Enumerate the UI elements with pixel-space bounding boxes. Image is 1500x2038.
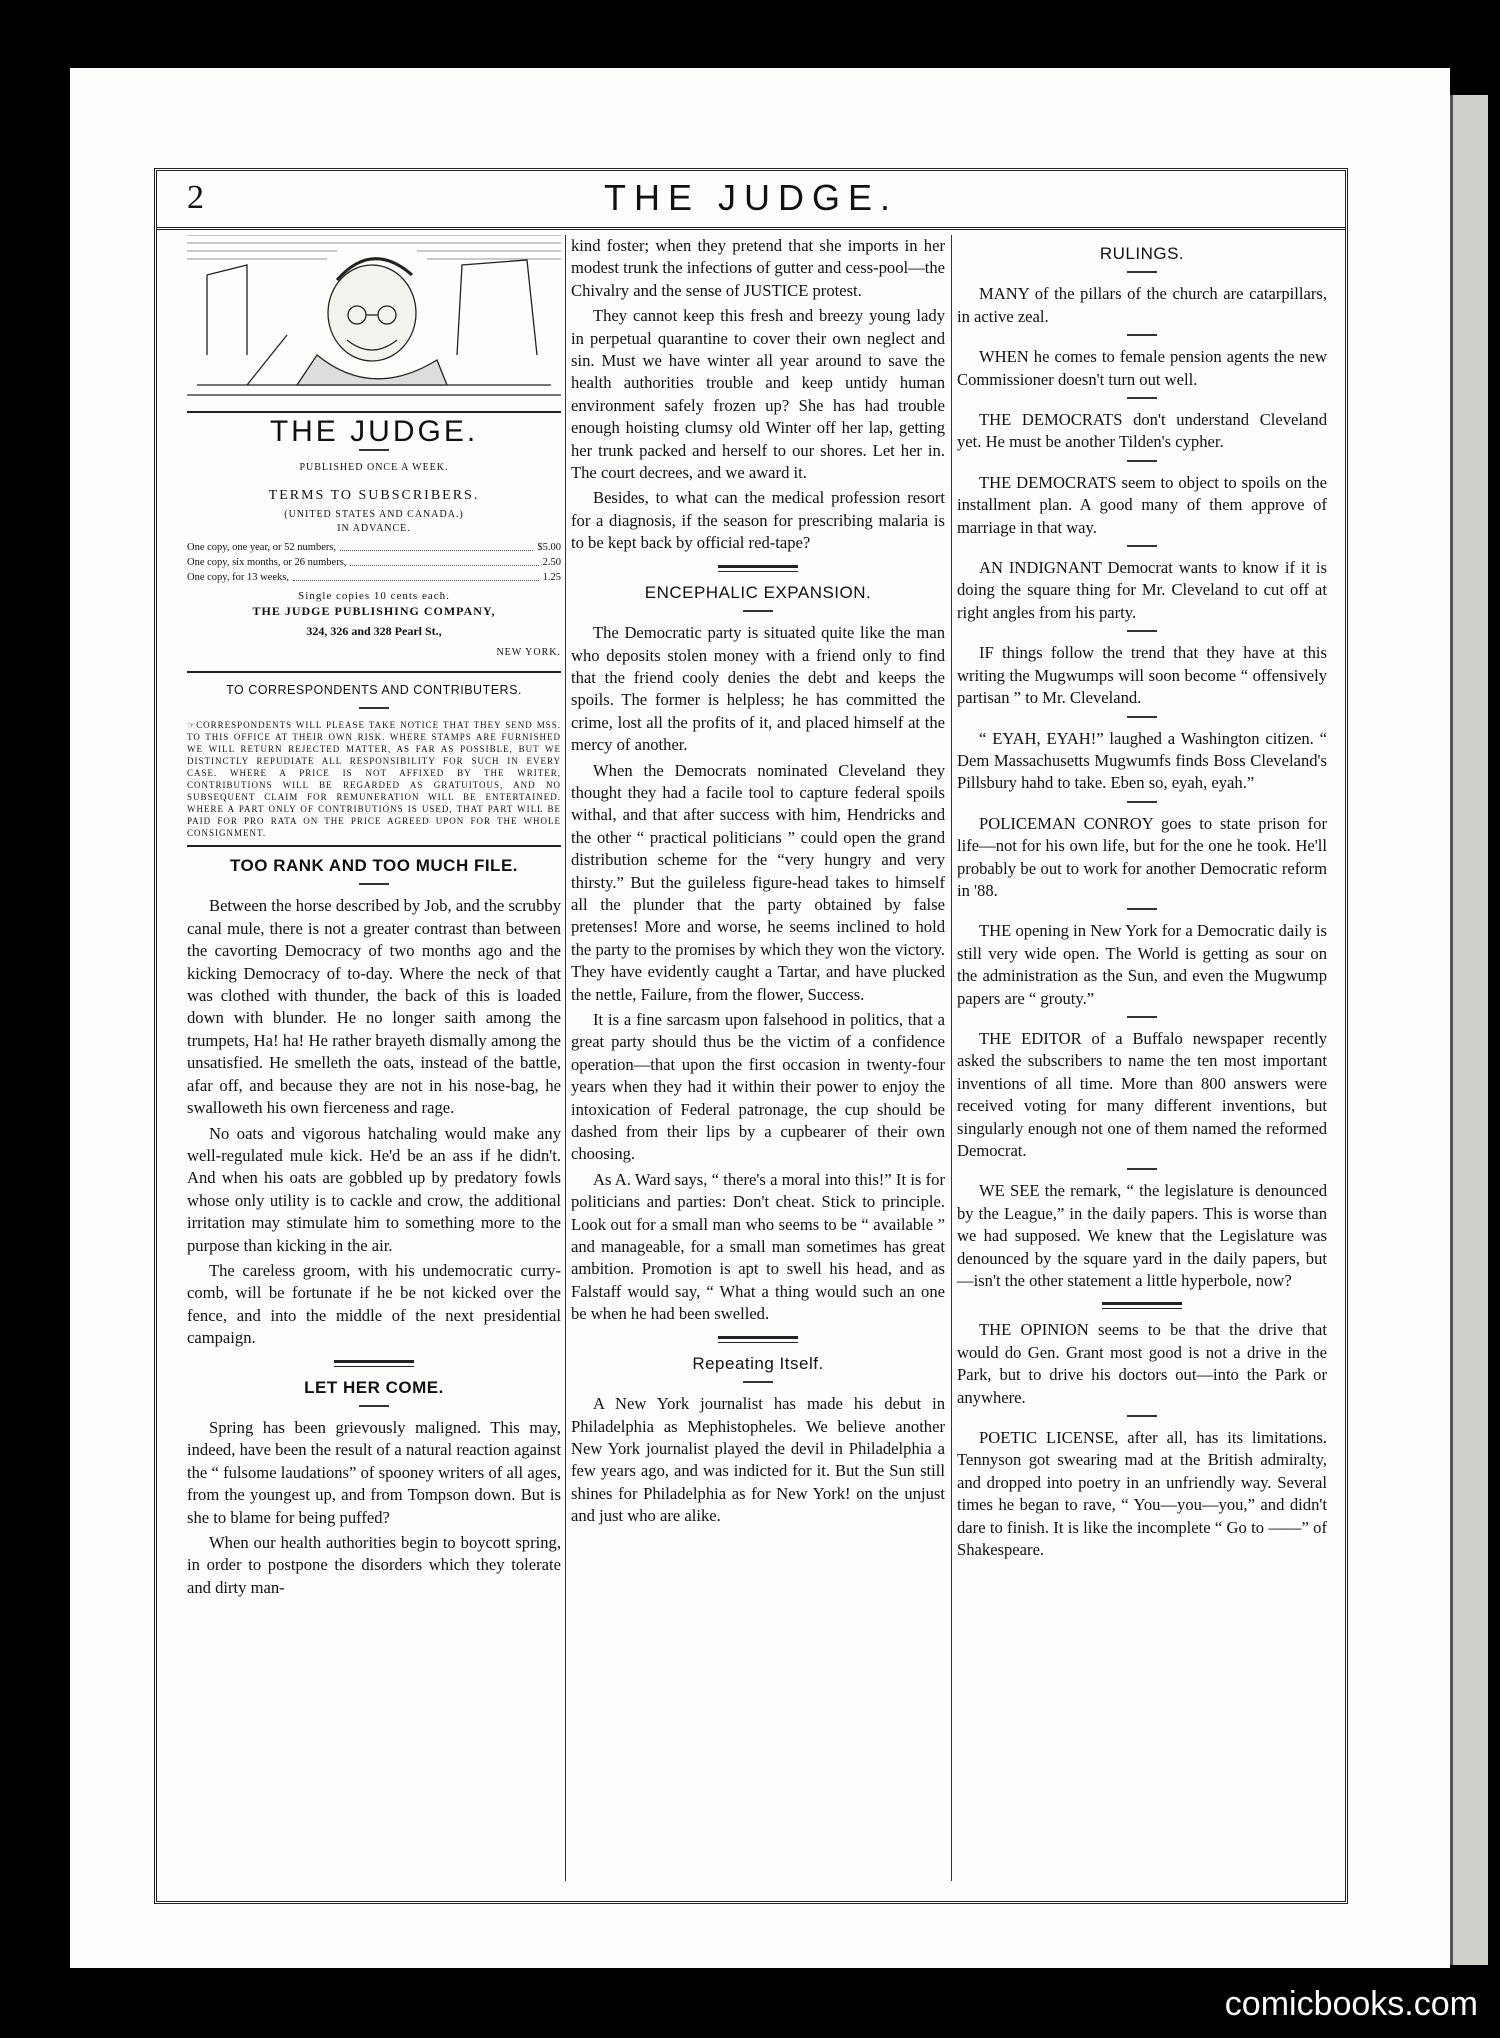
judge-title: THE JUDGE. [269,415,479,448]
terms-region: (UNITED STATES AND CANADA.) [284,508,464,520]
column-rule [565,235,566,1881]
page-number: 2 [187,179,204,216]
dash-rule [1127,334,1157,336]
ruling-item: THE EDITOR of a Buffalo newspaper recently asked the subscribers to name the ten most important inventions of all time. More than 800 answers were received voting for many different inventions, but singularly enough not one of them named the reformed Democrat. [957,1028,1327,1160]
double-rule [1102,1302,1182,1309]
dash-rule [359,883,389,885]
column-1 [187,235,561,1602]
ruling-item: THE OPINION seems to be that the drive that would do Gen. Grant most good is not a drive in the Park, but to drive his doctors out—into the Park or anywhere. [957,1320,1327,1407]
single-copies: Single copies 10 cents each. [298,589,450,602]
publisher-city: NEW YORK. [496,647,561,659]
article-title: LET HER COME. [304,1377,444,1397]
facing-page-edge [1450,95,1488,1965]
column-2 [571,235,945,1531]
paragraph: kind foster; when they pretend that she imports in her modest trunk the infections of gutter and cess-pool—the Chivalry and the sense of JUSTICE protest. [571,236,945,300]
rate-row [187,570,561,585]
paragraph: When the Democrats nominated Cleveland they thought they had a facile tool to capture federal spoils withal, and that after success with him, Hendricks and the other “ practical politicians ” could open the grand distribution scheme for the “very hungry and very thirsty.” But the guileless figure-head takes to himself all the plunder that the party obtained by false pretenses! More and worse, he seems inclined to hold the party to the promises by which they won the victory. They have evidently caught a Tartar, and have plucked the nettle, Failure, from the flower, Success. [571,760,945,1004]
column-3 [957,235,1327,1564]
paragraph: It is a fine sarcasm upon falsehood in politics, that a great party should thus be the victim of a confidence operation—that upon the first occasion in twenty-four years when they had it within their power to enjoy the intoxication of Federal patronage, the cup should be dashed from their lips by a cupbearer of their own choosing. [571,1010,945,1164]
paragraph: The Democratic party is situated quite like the man who deposits stolen money with a friend only to find that the friend cooly denies the debt and keeps the spoils. The former is helpless; he has committed the crime, lost all the profits of it, and placed himself at the mercy of another. [571,623,945,755]
ruling-item: THE DEMOCRATS seem to object to spoils on the installment plan. A good many of them approve of marriage in that way. [957,472,1327,537]
dash-rule [359,1405,389,1407]
watermark-text: comicbooks.com [1224,1985,1478,2023]
ruling-item: “ EYAH, EYAH!” laughed a Washington citizen. “ Dem Massachusetts Mugwumfs finds Boss Cleveland's Pillsbury hahd to take. Eben so, eyah, eyah.” [957,728,1327,793]
correspondents-heading: TO CORRESPONDENTS AND CONTRIBUTERS. [226,682,522,697]
double-rule [718,565,798,572]
ruling-item: IF things follow the trend that they have at this writing the Mugwumps will soon become “ offensively partisan ” to Mr. Cleveland. [957,643,1327,708]
column-rule [951,235,952,1881]
page-header [157,171,1345,230]
ruling-item: THE opening in New York for a Democratic daily is still very wide open. The World is getting as sour on the administration as the Sun, and even the Mugwump papers are “ grouty.” [957,921,1327,1008]
article-title: ENCEPHALIC EXPANSION. [644,582,872,602]
publisher-address: 324, 326 and 328 Pearl St., [306,623,442,638]
paragraph: A New York journalist has made his debut in Philadelphia as Mephistopheles. We believe another New York journalist played the devil in Philadelphia a few years ago, and was indicted for it. But the Sun still shines for Philadelphia as for New York! on the unjust and just who are alike. [571,1394,945,1526]
dash-rule [1127,1168,1157,1170]
ruling-item: AN INDIGNANT Democrat wants to know if it is doing the square thing for Mr. Cleveland to cut off at right angles from his party. [957,558,1327,622]
double-rule [718,1336,798,1343]
paragraph: Spring has been grievously maligned. This may, indeed, have been the result of a natural reaction against the “ fulsome laudations” of spooney writers of all ages, from the youngest up, and from Tompson down. But is she to blame for being puffed? [187,1417,561,1527]
dash-rule [1127,801,1157,803]
dash-rule [359,707,389,709]
double-rule [334,1360,414,1367]
rulings-title: RULINGS. [1099,244,1185,263]
dash-rule [1127,271,1157,273]
paragraph: Besides, to what can the medical profession resort for a diagnosis, if the season for prescribing malaria is to be kept back by official red-tape? [571,488,945,553]
rate-price: 2.50 [542,556,561,568]
ruling-item: WE SEE the remark, “ the legislature is denounced by the League,” in the daily papers. This is worse than we had supposed. We knew that the Legislature was denounced by the square yard in the daily papers, but—isn't the other statement a little hyperbole, now? [957,1181,1327,1291]
paragraph: As A. Ward says, “ there's a moral into this!” It is for politicians and parties: Don't cheat. Stick to principle. Look out for a small man who seems to be “ available ” and manageable, for a small man sometimes has great ambition. Promotion is apt to swell his head, and as Falstaff would say, “ What a thing would such an one be when he had been swelled. [571,1169,945,1324]
paragraph: They cannot keep this fresh and breezy young lady in perpetual quarantine to cover their own neglect and sin. Must we have winter all year around to save the health authorities trouble and keep untidy human environment safely frozen up? She has had trouble enough hoisting clumsy old Winter off her lap, getting her trunk packed and herself to our shores. Let her in. The court decrees, and we award it. [571,306,945,483]
dash-rule [1127,397,1157,399]
page-frame [154,168,1348,1904]
dash-rule [1127,716,1157,718]
rate-price: $5.00 [537,541,561,553]
rates-table [187,540,561,585]
judge-illustration [187,235,561,405]
dash-rule [743,1381,773,1383]
rate-label: One copy, six months, or 26 numbers, [187,556,347,568]
ruling-item: THE DEMOCRATS don't understand Cleveland yet. He must be another Tilden's cypher. [957,410,1327,452]
dash-rule [1127,630,1157,632]
rate-row [187,555,561,570]
rule [187,845,561,847]
rate-label: One copy, one year, or 52 numbers, [187,541,337,553]
rate-row [187,540,561,555]
in-advance: IN ADVANCE. [337,522,411,534]
dash-rule [1127,545,1157,547]
article-title: Repeating Itself. [692,1353,824,1373]
rate-price: 1.25 [542,571,561,583]
paragraph: When our health authorities begin to boycott spring, in order to postpone the disorders which they tolerate and dirty man- [187,1533,561,1597]
rate-label: One copy, for 13 weeks, [187,571,289,583]
ruling-item: POLICEMAN CONROY goes to state prison for life—not for his own life, but for the one he took. He'll probably be out to work for another Democratic reform in '88. [957,813,1327,900]
paragraph: Between the horse described by Job, and the scrubby canal mule, there is not a greater contrast than between the cavorting Democracy of two months ago and the kicking Democracy of to-day. Where the neck of that was clothed with thunder, the back of this is loaded down with blunder. He no longer saith among the trumpets, Ha! ha! He rather brayeth dismally among the unsatisfied. He smelleth the oats, instead of the battle, afar off, and because they are not in his nose-bag, he swalloweth his own fierceness and rage. [187,896,561,1118]
ruling-item: MANY of the pillars of the church are catarpillars, in active zeal. [957,284,1327,326]
dash-rule [1127,908,1157,910]
dash-rule [359,449,389,451]
dash-rule [743,610,773,612]
publisher-name: THE JUDGE PUBLISHING COMPANY, [252,603,496,618]
terms-heading: TERMS TO SUBSCRIBERS. [268,488,480,504]
ruling-item: POETIC LICENSE, after all, has its limitations. Tennyson got swearing mad at the British admiralty, and dropped into poetry in an unfriendly way. Several times he began to rave, “ You—you—you,” and didn't dare to finish. It is like the incomplete “ Go to ——” of Shakespeare. [957,1428,1327,1560]
rule [187,411,561,413]
paragraph: No oats and vigorous hatchaling would make any well-regulated mule kick. He'd be an ass if he didn't. And when his oats are gobbled up by predatory fowls whose only utility is to cackle and crow, the additional irritation may stimulate him to something more to the purpose than kicking in the air. [187,1123,561,1255]
dash-rule [1127,1016,1157,1018]
dash-rule [1127,460,1157,462]
rule [187,671,561,673]
correspondents-notice: ☞CORRESPONDENTS WILL PLEASE TAKE NOTICE THAT THEY SEND MSS. TO THIS OFFICE AT THEIR OWN RISK. WHERE STAMPS ARE FURNISHED WE WILL RETURN REJECTED MATTER, AS FAR AS POSSIBLE, BUT WE DISTINCTLY REPUDIATE ALL RESPONSIBILITY FOR SUCH IN EVERY CASE. WHERE A PRICE IS NOT AFFIXED BY THE WRITER, CONTRIBUTIONS WILL BE REGARDED AS GRATUITOUS, AND NO SUBSEQUENT CLAIM FOR REMUNERATION WILL BE ENTERTAINED. WHERE A PART ONLY OF CONTRIBUTIONS IS USED, THAT PART WILL BE PAID FOR PRO RATA ON THE PRICE AGREED UPON FOR THE WHOLE CONSIGNMENT. [187,720,561,839]
dash-rule [1127,1415,1157,1417]
ruling-item: WHEN he comes to female pension agents the new Commissioner doesn't turn out well. [957,347,1327,389]
published-line: PUBLISHED ONCE A WEEK. [299,462,449,474]
article-title: TOO RANK AND TOO MUCH FILE. [229,856,518,876]
masthead-title: THE JUDGE. [603,177,898,218]
paragraph: The careless groom, with his undemocratic curry-comb, will be fortunate if he be not kicked over the fence, and into the middle of the next presidential campaign. [187,1260,561,1348]
